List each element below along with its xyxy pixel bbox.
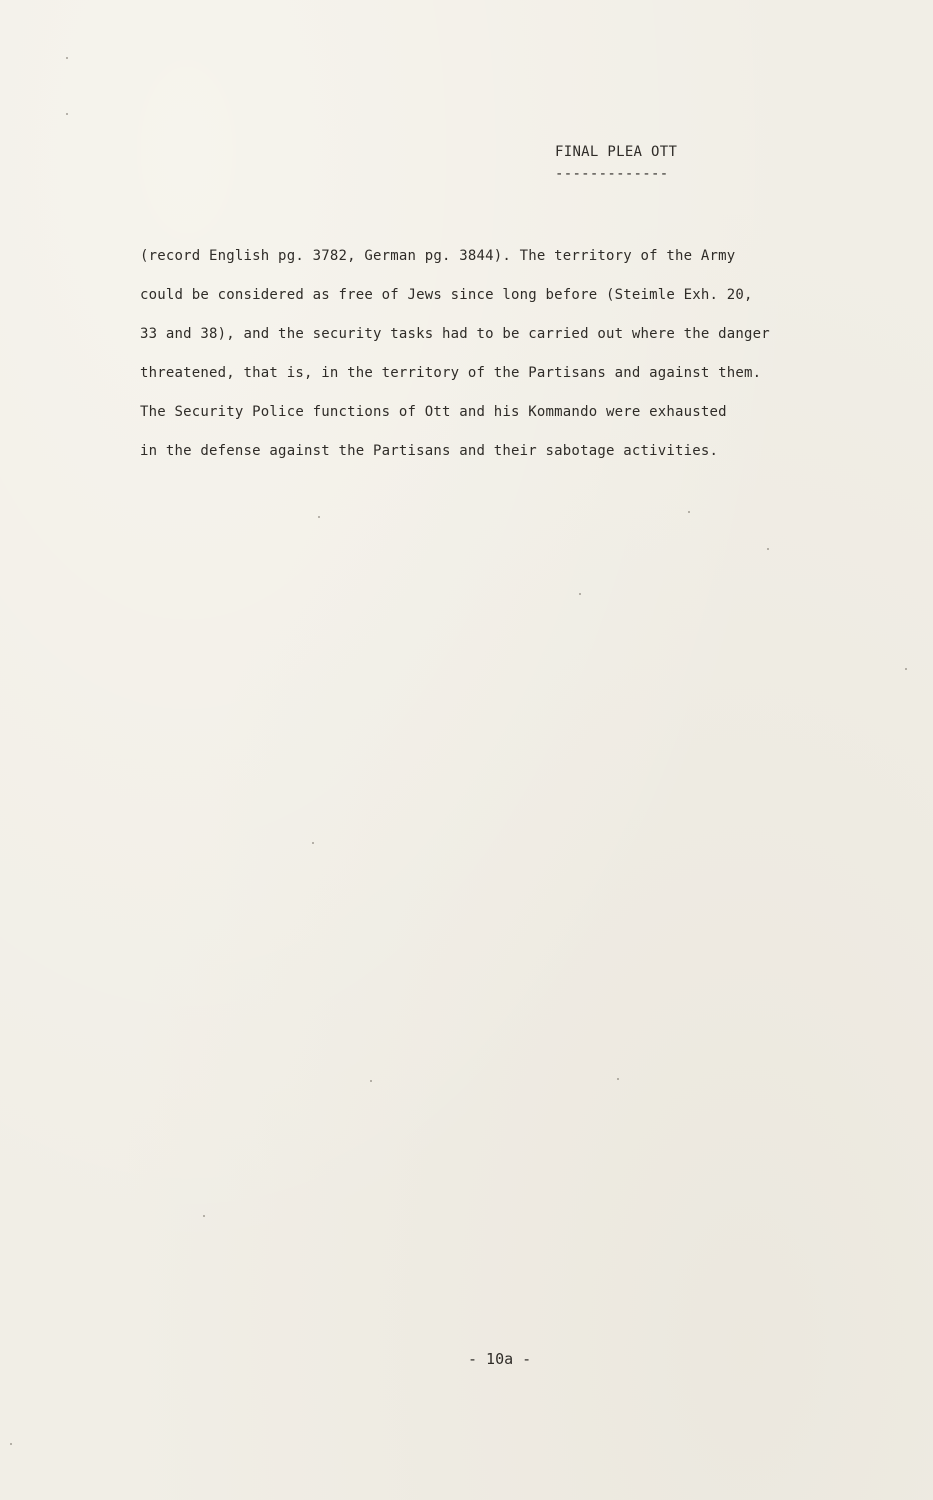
paper-speck <box>767 548 769 550</box>
paper-speck <box>312 842 314 844</box>
body-line: The Security Police functions of Ott and his Kommando were exhausted <box>140 404 727 420</box>
paper-speck <box>66 57 68 59</box>
paper-speck <box>905 668 907 670</box>
document-header-title: FINAL PLEA OTT <box>555 144 678 160</box>
paper-speck <box>10 1443 12 1445</box>
body-line: in the defense against the Partisans and their sabotage activities. <box>140 443 719 459</box>
body-line: 33 and 38), and the security tasks had to be carried out where the danger <box>140 326 770 342</box>
page-number: - 10a - <box>468 1350 532 1368</box>
paper-speck <box>66 113 68 115</box>
body-paragraph <box>140 237 860 471</box>
paper-speck <box>688 511 690 513</box>
paper-speck <box>617 1078 619 1080</box>
paper-speck <box>203 1215 205 1217</box>
body-line: could be considered as free of Jews since long before (Steimle Exh. 20, <box>140 287 753 303</box>
paper-speck <box>318 516 320 518</box>
paper-speck <box>579 593 581 595</box>
body-line: threatened, that is, in the territory of the Partisans and against them. <box>140 365 762 381</box>
header-underline: ------------- <box>555 166 669 182</box>
paper-speck <box>370 1080 372 1082</box>
body-line: (record English pg. 3782, German pg. 3844). The territory of the Army <box>140 248 736 264</box>
